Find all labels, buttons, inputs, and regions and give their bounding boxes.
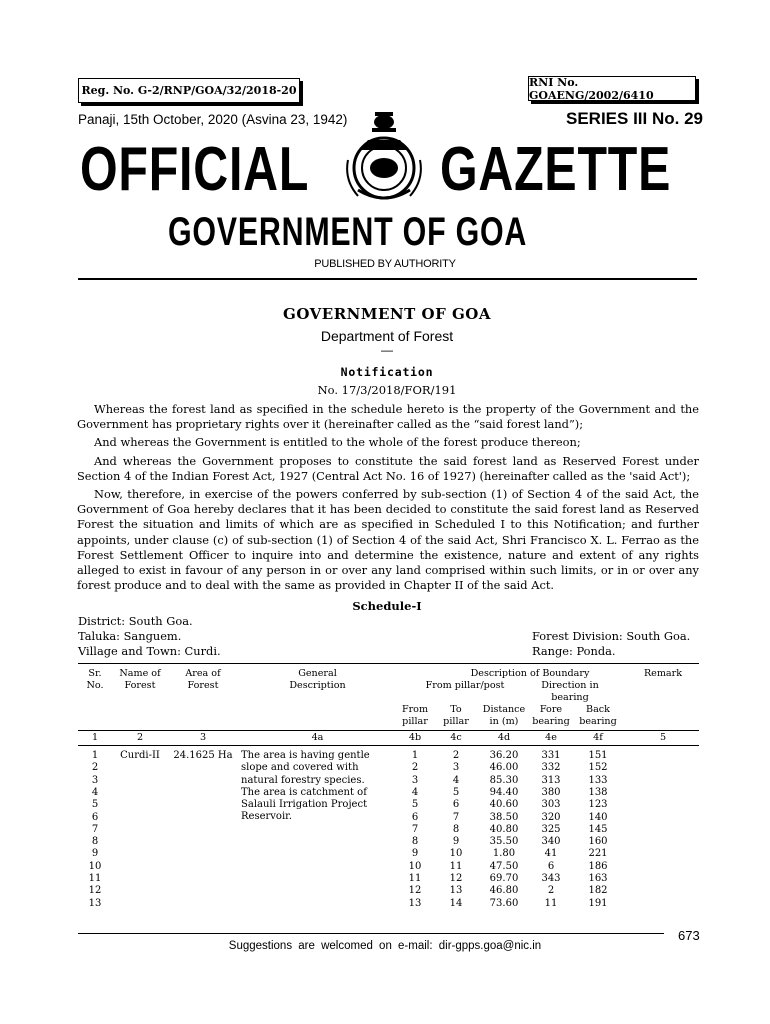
cell-to: 11	[449, 860, 463, 872]
rni-number: RNI No. GOAENG/2002/6410	[529, 75, 654, 102]
header-back-bearing: Back bearing	[579, 704, 617, 728]
cell-distance: 73.60	[489, 897, 519, 909]
forest-area: 24.1625 Ha	[173, 750, 233, 761]
published-by-authority: PUBLISHED BY AUTHORITY	[314, 258, 456, 270]
table-colnum-rule	[78, 745, 699, 746]
colnum-4f: 4f	[593, 732, 603, 743]
table-row	[0, 824, 770, 836]
cell-sr: 3	[91, 774, 99, 786]
cell-fore-bearing: 303	[541, 799, 561, 811]
registration-number-box	[78, 78, 300, 103]
cell-fore-bearing: 41	[544, 848, 558, 860]
cell-back-bearing: 138	[588, 786, 608, 798]
schedule-range: Range: Ponda.	[532, 644, 616, 658]
cell-fore-bearing: 2	[547, 885, 555, 897]
cell-back-bearing: 151	[588, 750, 608, 761]
cell-sr: 10	[88, 860, 102, 872]
colnum-3: 3	[199, 732, 207, 743]
column-number-row	[0, 732, 770, 744]
cell-sr: 7	[91, 823, 99, 835]
cell-sr: 4	[91, 786, 99, 798]
cell-fore-bearing: 320	[541, 811, 561, 823]
colnum-4d: 4d	[497, 732, 511, 743]
cell-from: 1	[411, 750, 419, 761]
schedule-district: District: South Goa.	[78, 614, 193, 628]
cell-distance: 40.60	[489, 799, 519, 811]
footer-suggestion: Suggestions are welcomed on e-mail: dir-gpps.goa@nic.in	[228, 940, 542, 952]
cell-fore-bearing: 11	[544, 897, 558, 909]
cell-fore-bearing: 343	[541, 873, 561, 884]
cell-from: 9	[411, 848, 419, 860]
header-distance: Distance in (m)	[482, 704, 526, 728]
cell-from: 7	[411, 823, 419, 835]
header-area: Area of Forest	[185, 668, 221, 692]
table-row	[0, 762, 770, 774]
schedule-division: Forest Division: South Goa.	[532, 629, 691, 643]
cell-distance: 69.70	[489, 873, 519, 884]
masthead-rule	[78, 278, 697, 280]
cell-to: 3	[452, 762, 460, 774]
cell-back-bearing: 123	[588, 799, 608, 811]
notice-body	[77, 402, 699, 593]
cell-sr: 12	[88, 885, 102, 897]
cell-sr: 1	[91, 750, 99, 761]
cell-fore-bearing: 380	[541, 786, 561, 798]
header-from-pillar: From pillar	[401, 704, 429, 728]
cell-fore-bearing: 340	[541, 836, 561, 848]
cell-back-bearing: 186	[588, 860, 608, 872]
table-row	[0, 787, 770, 799]
table-top-rule	[78, 663, 699, 664]
cell-to: 7	[452, 811, 460, 823]
general-description: The area is having gentle slope and covered with natural forestry species. The area is catchment of Salauli Irrigation Project Reservoir.	[241, 750, 370, 823]
footer-rule	[78, 933, 664, 934]
table-row	[0, 848, 770, 860]
cell-sr: 5	[91, 799, 99, 811]
notice-dash: —	[381, 343, 393, 357]
colnum-4c: 4c	[450, 732, 462, 743]
header-remark: Remark	[643, 668, 683, 679]
paragraph-therefore: Now, therefore, in exercise of the powers conferred by sub-section (1) of Section 4 of the said Act, the Government of Goa hereby declares that it has been decided to constitute the said forest land as Reserved Forest the situation and limits of which are as specified in Scheduled I to this Notification; and further appoints, under clause (c) of sub-section (1) of Section 4 of the said Act, Shri Francisco X. L. Ferrao as the Forest Settlement Officer to inquire into and determine the existence, nature and extent of any rights alleged to exist in favour of any person in or over any land comprised within such limits, or in or over any forest produce and to deal with the same as provided in Chapter II of the said Act.	[77, 487, 699, 593]
colnum-4b: 4b	[408, 732, 422, 743]
cell-to: 2	[452, 750, 460, 761]
table-row	[0, 861, 770, 873]
cell-to: 5	[452, 786, 460, 798]
cell-sr: 8	[91, 836, 99, 848]
header-general: General Description	[289, 668, 346, 692]
colnum-4a: 4a	[311, 732, 324, 743]
cell-to: 8	[452, 823, 460, 835]
cell-distance: 36.20	[489, 750, 519, 761]
colnum-2: 2	[136, 732, 144, 743]
cell-back-bearing: 182	[588, 885, 608, 897]
cell-distance: 38.50	[489, 811, 519, 823]
table-header-rule	[78, 730, 699, 731]
cell-fore-bearing: 6	[547, 860, 555, 872]
table-row	[0, 799, 770, 811]
colnum-1: 1	[91, 732, 99, 743]
colnum-5: 5	[659, 732, 667, 743]
cell-back-bearing: 163	[588, 873, 608, 884]
table-row	[0, 750, 770, 762]
cell-to: 10	[449, 848, 463, 860]
cell-fore-bearing: 332	[541, 762, 561, 774]
table-row	[0, 836, 770, 848]
cell-back-bearing: 140	[588, 811, 608, 823]
cell-from: 13	[408, 897, 422, 909]
cell-sr: 11	[88, 873, 102, 884]
paragraph-entitled: And whereas the Government is entitled to the whole of the forest produce thereon;	[94, 435, 581, 450]
header-from-post: From pillar/post	[425, 680, 505, 691]
state-emblem	[340, 110, 428, 210]
paragraph-proposes: And whereas the Government proposes to constitute the said forest land as Reserved Forest under Section 4 of the Indian Forest Act, 1927 (Central Act No. 16 of 1927) (hereinafter called as the 'said Act');	[77, 453, 699, 483]
cell-from: 10	[408, 860, 422, 872]
masthead-gazette: GAZETTE	[440, 135, 672, 204]
cell-distance: 47.50	[489, 860, 519, 872]
cell-sr: 13	[88, 897, 102, 909]
cell-to: 6	[452, 799, 460, 811]
page-number: 673	[678, 928, 700, 943]
header-direction: Direction in bearing	[541, 680, 599, 704]
paragraph-whereas: Whereas the forest land as specified in the schedule hereto is the property of the Government and the Government has proprietary rights over it (hereinafter called as the “said forest land”);	[77, 402, 699, 432]
header-fore-bearing: Fore bearing	[532, 704, 570, 728]
cell-from: 5	[411, 799, 419, 811]
table-row	[0, 873, 770, 885]
table-row	[0, 812, 770, 824]
table-row	[0, 885, 770, 897]
cell-from: 11	[408, 873, 422, 884]
notice-department: Department of Forest	[320, 328, 454, 344]
cell-from: 12	[408, 885, 422, 897]
cell-back-bearing: 221	[588, 848, 608, 860]
header-to-pillar: To pillar	[443, 704, 469, 728]
notice-government: GOVERNMENT OF GOA	[283, 305, 491, 323]
cell-to: 12	[449, 873, 463, 884]
cell-distance: 46.00	[489, 762, 519, 774]
cell-distance: 94.40	[489, 786, 519, 798]
cell-distance: 1.80	[492, 848, 516, 860]
cell-back-bearing: 145	[588, 823, 608, 835]
cell-back-bearing: 152	[588, 762, 608, 774]
table-row	[0, 898, 770, 910]
cell-fore-bearing: 331	[541, 750, 561, 761]
cell-to: 4	[452, 774, 460, 786]
schedule-taluka: Taluka: Sanguem.	[78, 629, 182, 643]
cell-from: 8	[411, 836, 419, 848]
header-description-boundary: Description of Boundary	[470, 668, 590, 679]
colnum-4e: 4e	[545, 732, 557, 743]
masthead-official: OFFICIAL	[80, 135, 310, 204]
cell-distance: 35.50	[489, 836, 519, 848]
cell-fore-bearing: 325	[541, 823, 561, 835]
cell-fore-bearing: 313	[541, 774, 561, 786]
cell-back-bearing: 133	[588, 774, 608, 786]
schedule-title: Schedule-I	[352, 599, 422, 613]
table-row	[0, 775, 770, 787]
cell-distance: 40.80	[489, 823, 519, 835]
cell-distance: 85.30	[489, 774, 519, 786]
series-number: SERIES III No. 29	[566, 109, 703, 128]
cell-to: 14	[449, 897, 463, 909]
notification-number: No. 17/3/2018/FOR/191	[317, 383, 457, 397]
registration-number: Reg. No. G-2/RNP/GOA/32/2018-20	[81, 84, 297, 97]
cell-from: 4	[411, 786, 419, 798]
schedule-village: Village and Town: Curdi.	[78, 644, 221, 658]
cell-distance: 46.80	[489, 885, 519, 897]
header-sr: Sr. No.	[86, 668, 104, 692]
notice-heading: Notification	[340, 365, 434, 379]
cell-from: 2	[411, 762, 419, 774]
rni-number-box	[528, 76, 696, 101]
forest-name: Curdi-II	[120, 750, 160, 761]
header-name: Name of Forest	[119, 668, 161, 692]
cell-sr: 9	[91, 848, 99, 860]
cell-back-bearing: 160	[588, 836, 608, 848]
cell-to: 9	[452, 836, 460, 848]
cell-from: 3	[411, 774, 419, 786]
date-line: Panaji, 15th October, 2020 (Asvina 23, 1942)	[78, 112, 348, 127]
cell-back-bearing: 191	[588, 897, 608, 909]
cell-sr: 2	[91, 762, 99, 774]
cell-from: 6	[411, 811, 419, 823]
masthead-government-of-goa: GOVERNMENT OF GOA	[168, 210, 528, 254]
cell-sr: 6	[91, 811, 99, 823]
cell-to: 13	[449, 885, 463, 897]
